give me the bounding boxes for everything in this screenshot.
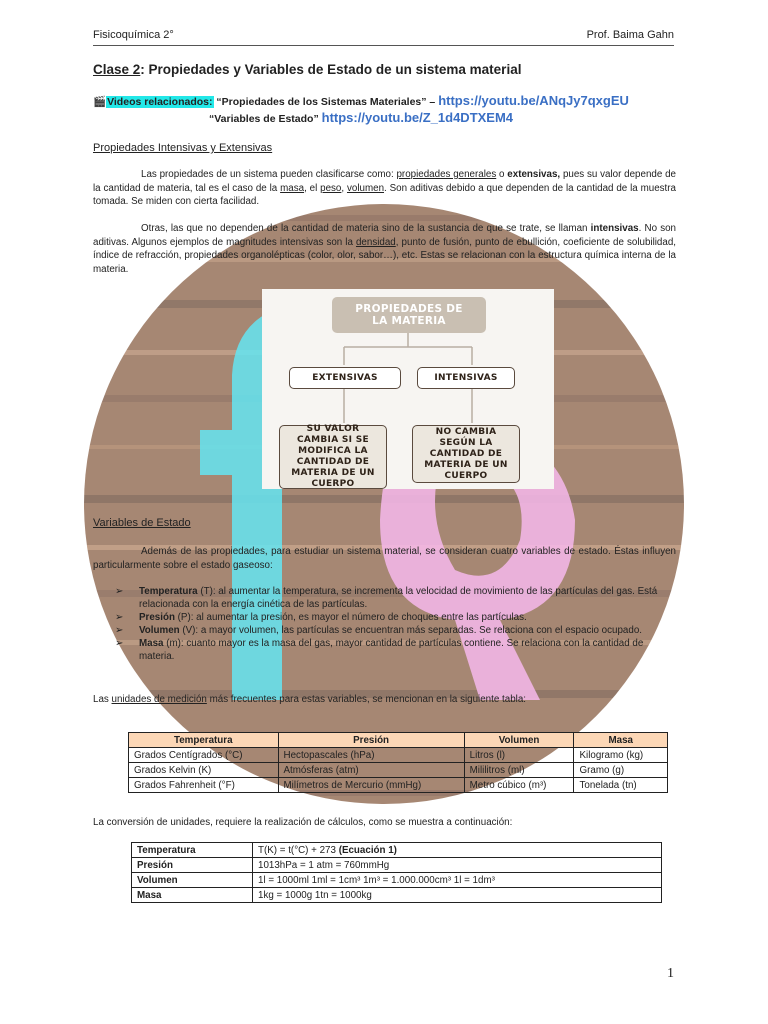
list-item [115,624,676,637]
underlined-term: densidad [355,236,396,248]
table-cell: Tonelada (tn) [574,778,668,793]
column-header: Masa [574,733,668,748]
diagram-intensivas-desc: NO CAMBIA SEGÚN LA CANTIDAD DE MATERIA DE UN CUERPO [412,425,520,483]
formula: T(K) = t(°C) + 273 [258,844,339,856]
table-row [129,763,668,778]
bold-term: Presión [139,612,175,623]
paragraph-conversion-intro: La conversión de unidades, requiere la realización de cálculos, como se muestra a continuación: [93,817,513,828]
text: , punto de fusión, punto de ebullición, coeficiente de solubilidad, índice de refracción, propiedades organolépticas (color, olor, sabor…), etc. Estas se relacionan con la estructura química interna de la materia. [93,236,676,275]
arrow-bullet-icon: ➢ [115,625,124,636]
table-cell: 1013hPa = 1 atm = 760mmHg [253,858,662,873]
table-cell: Milímetros de Mercurio (mmHg) [278,778,464,793]
text: pues su valor depende de la cantidad de materia, tal es el caso de la [93,169,676,194]
text: . No son aditivas. Algunos ejemplos de magnitudes intensivas son la [93,223,676,248]
page-title [93,62,521,77]
table-cell-key: Temperatura [132,843,253,858]
text: . Son aditivas debido a que dependen de la cantidad de la muestra tomada. Se miden con cierta facilidad. [93,182,676,208]
related-videos [93,93,629,108]
table-cell: 1kg = 1000g 1tn = 1000kg [253,888,662,903]
text: (T): al aumentar la temperatura, se incrementa la velocidad de movimiento de las partículas del gas. Está relacionada con la energía cinética de las partículas. [139,586,658,610]
underlined-term: masa [280,182,305,194]
table-cell: Metro cúbico (m³) [464,778,574,793]
title-text: : Propiedades y Variables de Estado de un sistema material [140,62,522,77]
column-header: Presión [278,733,464,748]
text: Las propiedades de un sistema pueden clasificarse como: [141,169,397,180]
equation-label: (Ecuación 1) [338,844,397,856]
header-teacher: Prof. Baima Gahn [586,29,674,41]
bold-term: Masa [139,638,164,649]
table-cell: Atmósferas (atm) [278,763,464,778]
text: más frecuentes para estas variables, se mencionan en la siguiente tabla: [206,694,526,705]
table-cell-key: Volumen [132,873,253,888]
bold-term: Volumen [139,625,180,636]
bold-term: Temperatura [139,586,198,597]
clapperboard-icon: 🎬 [93,96,107,108]
video2-link[interactable]: https://youtu.be/Z_1d4DTXEM4 [321,110,514,125]
underlined-term: propiedades generales [396,169,497,180]
table-row [129,748,668,763]
table-cell: Gramo (g) [574,763,668,778]
video2-title: “Variables de Estado” [209,113,322,125]
table-cell-key: Masa [132,888,253,903]
text: Otras, las que no dependen de la cantidad de materia sino de la sustancia de que se trate, se llaman [141,223,591,234]
videos-label: Videos relacionados: [107,96,213,108]
text: , el [304,182,321,194]
text: (m): cuanto mayor es la masa del gas, mayor cantidad de partículas contiene. Se relaciona con la cantidad de materia. [139,638,644,662]
underlined-term: unidades de medición [111,694,207,705]
section-heading-variables: Variables de Estado [93,517,191,529]
table-cell-key: Presión [132,858,253,873]
diagram-root-box: PROPIEDADES DE LA MATERIA [332,297,486,333]
text: (V): a mayor volumen, las partículas se encuentran más separadas. Se relaciona con el espacio ocupado. [179,625,642,636]
paragraph-variables-intro [93,545,676,572]
arrow-bullet-icon: ➢ [115,586,124,597]
text: , [341,182,347,194]
header-subject: Fisicoquímica 2° [93,29,174,41]
variables-list [115,585,676,663]
conversion-table [131,842,662,903]
bold-term: intensivas [590,223,639,234]
units-table [128,732,668,793]
table-cell: Litros (l) [464,748,574,763]
section-heading-propiedades: Propiedades Intensivas y Extensivas [93,142,273,154]
video1-link[interactable]: https://youtu.be/ANqJy7qxgEU [438,93,629,108]
list-item [115,611,676,624]
diagram-extensivas-box: EXTENSIVAS [289,367,401,389]
text: (P): al aumentar la presión, es mayor el número de choques entre las partículas. [174,612,527,623]
page-number: 1 [667,966,674,981]
table-row [129,778,668,793]
diagram-extensivas-desc: SU VALOR CAMBIA SI SE MODIFICA LA CANTIDAD DE MATERIA DE UN CUERPO [279,425,387,489]
list-item [115,585,676,611]
table-cell: 1l = 1000ml 1ml = 1cm³ 1m³ = 1.000.000cm³ 1l = 1dm³ [253,873,662,888]
text: Además de las propiedades, para estudiar un sistema material, se consideran cuatro variables de estado. Éstas influyen particularmente sobre el estado gaseoso: [93,546,676,571]
paragraph-extensivas [93,168,676,209]
table-cell: Kilogramo (kg) [574,748,668,763]
title-prefix: Clase 2 [93,62,141,77]
text: o [496,169,508,180]
list-item [115,637,676,663]
properties-diagram [262,289,554,489]
underlined-term: peso [320,182,342,194]
arrow-bullet-icon: ➢ [115,638,124,649]
table-row [132,873,662,888]
arrow-bullet-icon: ➢ [115,612,124,623]
underlined-term: volumen [346,182,385,194]
table-header-row [129,733,668,748]
column-header: Temperatura [129,733,279,748]
diagram-intensivas-box: INTENSIVAS [417,367,515,389]
table-cell: Mililitros (ml) [464,763,574,778]
page-header [93,27,674,46]
video1-title: “Propiedades de los Sistemas Materiales” – [213,96,439,108]
table-cell: Grados Kelvin (K) [129,763,279,778]
table-cell: Grados Centígrados (°C) [129,748,279,763]
paragraph-intensivas [93,222,676,276]
text: Las [93,694,112,705]
table-row [132,858,662,873]
table-row [132,843,662,858]
paragraph-units-intro [93,693,676,707]
column-header: Volumen [464,733,574,748]
bold-term: extensivas, [507,169,561,180]
table-cell: Grados Fahrenheit (°F) [129,778,279,793]
table-cell [253,843,662,858]
related-video-2 [209,110,513,125]
table-row [132,888,662,903]
table-cell: Hectopascales (hPa) [278,748,464,763]
